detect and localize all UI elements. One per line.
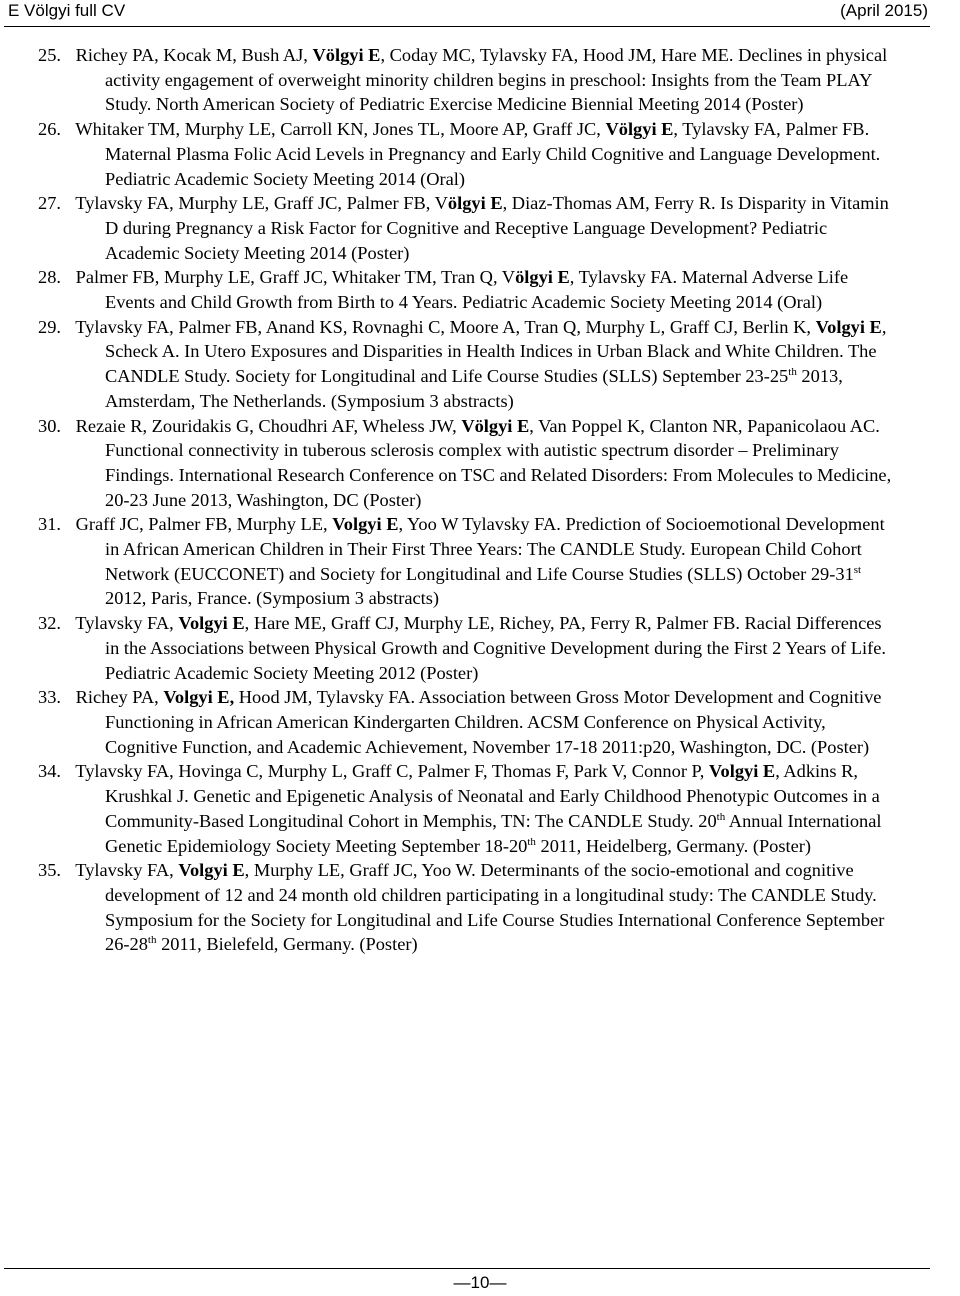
header-title: E Völgyi full CV: [8, 1, 126, 20]
author-highlight: ölgyi E: [447, 193, 503, 214]
list-item: 33. Richey PA, Volgyi E, Hood JM, Tylavsky FA. Association between Gross Motor Development and Cognitive Functioning in African American Kindergarten Children. ACSM Conference on Physical Activity, Cognitive Function, and Academic Achievement, November 17-18 2011:p20, Washington, DC. (Poster): [38, 687, 882, 757]
list-item: 34. Tylavsky FA, Hovinga C, Murphy L, Graff C, Palmer F, Thomas F, Park V, Connor P, Volgyi E, Adkins R, Krushkal J. Genetic and Epigenetic Analysis of Neonatal and Early Childhood Phenotypic Outcomes in a Community-Based Longitudinal Cohort in Memphis, TN: The CANDLE Study. 20th Annual International Genetic Epidemiology Society Meeting September 18-20th 2011, Heidelberg, Germany. (Poster): [38, 761, 882, 856]
list-item: 35. Tylavsky FA, Volgyi E, Murphy LE, Graff JC, Yoo W. Determinants of the socio-emotional and cognitive development of 12 and 24 month old children participating in a longitudinal study: The CANDLE Study. Symposium for the Society for Longitudinal and Life Course Studies International Conference September 26-28th 2011, Bielefeld, Germany. (Poster): [38, 860, 885, 955]
author-highlight: Volgyi E: [178, 860, 245, 881]
list-item: 31. Graff JC, Palmer FB, Murphy LE, Volgyi E, Yoo W Tylavsky FA. Prediction of Socioemotional Development in African American Children in Their First Three Years: The CANDLE Study. European Child Cohort Network (EUCCONET) and Society for Longitudinal and Life Course Studies (SLLS) October 29-31st 2012, Paris, France. (Symposium 3 abstracts): [38, 514, 885, 609]
item-number: 28.: [38, 267, 61, 288]
author-highlight: Völgyi E: [605, 119, 674, 140]
item-number: 25.: [38, 45, 61, 65]
running-header: [4, 0, 930, 27]
item-number: 29.: [38, 316, 61, 337]
header-date: (April 2015): [840, 1, 928, 20]
item-number: 26.: [38, 119, 61, 140]
author-highlight: Völgyi E: [312, 45, 381, 65]
author-highlight: Volgyi E: [178, 613, 245, 634]
page-number-dash-right: —: [489, 1273, 507, 1292]
item-number: 33.: [38, 687, 61, 708]
author-highlight: Volgyi E: [815, 316, 882, 337]
item-number: 35.: [38, 860, 61, 881]
list-item: 27. Tylavsky FA, Murphy LE, Graff JC, Palmer FB, Völgyi E, Diaz-Thomas AM, Ferry R. Is Disparity in Vitamin D during Pregnancy a Risk Factor for Cognitive and Receptive Language Development? Pediatric Academic Society Meeting 2014 (Poster): [38, 193, 889, 263]
item-number: 31.: [38, 514, 61, 535]
list-item: 26. Whitaker TM, Murphy LE, Carroll KN, Jones TL, Moore AP, Graff JC, Völgyi E, Tylavsky FA, Palmer FB. Maternal Plasma Folic Acid Levels in Pregnancy and Early Child Cognitive and Language Development. Pediatric Academic Society Meeting 2014 (Oral): [38, 119, 881, 189]
list-item: 28. Palmer FB, Murphy LE, Graff JC, Whitaker TM, Tran Q, Völgyi E, Tylavsky FA. Maternal Adverse Life Events and Child Growth from Birth to 4 Years. Pediatric Academic Society Meeting 2014 (Oral): [38, 267, 849, 313]
list-item: 29. Tylavsky FA, Palmer FB, Anand KS, Rovnaghi C, Moore A, Tran Q, Murphy L, Graff CJ, Berlin K, Volgyi E, Scheck A. In Utero Exposures and Disparities in Health Indices in Urban Black and White Children. The CANDLE Study. Society for Longitudinal and Life Course Studies (SLLS) September 23-25th 2013, Amsterdam, The Netherlands. (Symposium 3 abstracts): [38, 316, 887, 411]
author-highlight: Volgyi E,: [163, 687, 235, 708]
list-item: 32. Tylavsky FA, Volgyi E, Hare ME, Graff CJ, Murphy LE, Richey, PA, Ferry R, Palmer FB. Racial Differences in the Associations between Physical Growth and Cognitive Development during the First 2 Years of Life. Pediatric Academic Society Meeting 2012 (Poster): [38, 613, 886, 683]
author-highlight: ölgyi E: [515, 267, 570, 288]
item-number: 27.: [38, 193, 61, 214]
list-item: 30. Rezaie R, Zouridakis G, Choudhri AF, Wheless JW, Völgyi E, Van Poppel K, Clanton NR, Papanicolaou AC. Functional connectivity in tuberous sclerosis complex with autistic spectrum disorder – Preliminary Findings. International Research Conference on TSC and Related Disorders: From Molecules to Medicine, 20-23 June 2013, Washington, DC (Poster): [38, 415, 892, 510]
list-item: 25. Richey PA, Kocak M, Bush AJ, Völgyi E, Coday MC, Tylavsky FA, Hood JM, Hare ME. Declines in physical activity engagement of overweight minority children begins in preschool: Insights from the Team PLAY Study. North American Society of Pediatric Exercise Medicine Biennial Meeting 2014 (Poster): [38, 45, 888, 115]
page-footer: [0, 1273, 960, 1293]
item-number: 30.: [38, 415, 61, 436]
footer-divider: [4, 1268, 930, 1269]
author-highlight: Völgyi E: [461, 415, 530, 436]
abstract-list: [38, 43, 898, 957]
item-number: 32.: [38, 613, 61, 634]
author-highlight: Volgyi E: [708, 761, 776, 782]
page-number: 10: [470, 1273, 490, 1292]
item-number: 34.: [38, 761, 61, 782]
author-highlight: Volgyi E: [332, 514, 399, 535]
page-number-dash-left: —: [453, 1273, 471, 1292]
